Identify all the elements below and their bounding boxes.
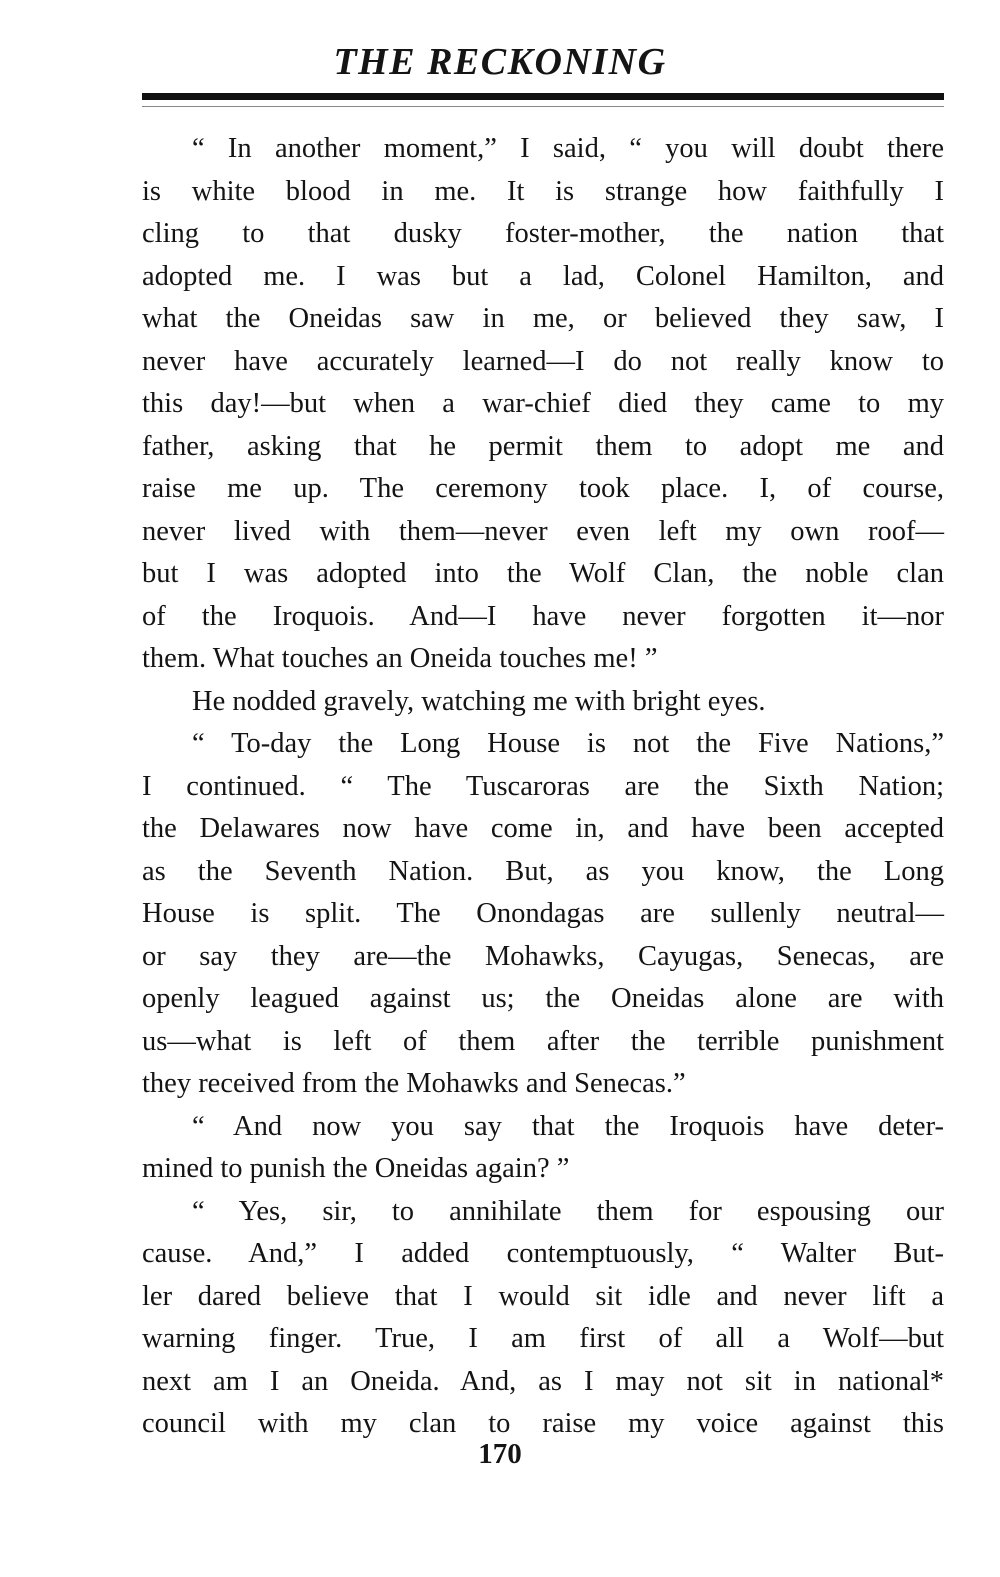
header-rule-thin — [142, 106, 944, 107]
text-line: raise me up. The ceremony took place. I, of course, — [142, 473, 944, 504]
text-line: us—what is left of them after the terrible punishment — [142, 1025, 944, 1057]
text-line: cling to that dusky foster-mother, the nation that — [142, 218, 944, 249]
text-line: never lived with them—never even left my own roof— — [142, 515, 944, 547]
text-line: adopted me. I was but a lad, Colonel Hamilton, and — [142, 260, 944, 292]
text-line: the Delawares now have come in, and have been accepted — [142, 813, 944, 844]
text-line: “ In another moment,” I said, “ you will doubt there — [192, 133, 944, 164]
text-line: warning finger. True, I am first of all a Wolf—but — [142, 1323, 944, 1354]
text-line: of the Iroquois. And—I have never forgotten it—nor — [142, 600, 944, 632]
text-line: as the Seventh Nation. But, as you know, the Long — [142, 855, 944, 887]
running-head-title: THE RECKONING — [333, 41, 667, 83]
text-line: mined to punish the Oneidas again? ” — [142, 1153, 570, 1184]
text-line: is white blood in me. It is strange how faithfully I — [142, 175, 944, 207]
text-line: I continued. “ The Tuscaroras are the Sixth Nation; — [142, 770, 944, 802]
text-line: father, asking that he permit them to adopt me and — [142, 430, 944, 462]
text-line: this day!—but when a war-chief died they came to my — [142, 388, 944, 419]
text-line: He nodded gravely, watching me with bright eyes. — [192, 685, 766, 717]
body-text — [142, 128, 944, 1446]
text-line: House is split. The Onondagas are sullenly neutral— — [142, 898, 944, 929]
text-line: never have accurately learned—I do not really know to — [142, 345, 944, 377]
text-line: cause. And,” I added contemptuously, “ Walter But- — [142, 1238, 944, 1269]
text-line: them. What touches an Oneida touches me! ” — [142, 643, 658, 674]
text-line: ler dared believe that I would sit idle and never lift a — [142, 1280, 944, 1312]
page-number: 170 — [478, 1438, 522, 1470]
text-line: they received from the Mohawks and Senecas.” — [142, 1068, 686, 1099]
text-line: openly leagued against us; the Oneidas alone are with — [142, 983, 944, 1014]
text-line: “ And now you say that the Iroquois have deter- — [192, 1110, 944, 1142]
header-rule-thick — [142, 93, 944, 100]
text-line: next am I an Oneida. And, as I may not sit in national* — [142, 1365, 944, 1397]
text-line: “ Yes, sir, to annihilate them for espousing our — [192, 1195, 944, 1227]
text-line: but I was adopted into the Wolf Clan, the noble clan — [142, 558, 944, 589]
text-line: council with my clan to raise my voice against this — [142, 1408, 944, 1439]
text-line: what the Oneidas saw in me, or believed they saw, I — [142, 303, 944, 334]
text-line: “ To-day the Long House is not the Five Nations,” — [192, 728, 944, 759]
text-line: or say they are—the Mohawks, Cayugas, Senecas, are — [142, 940, 944, 972]
